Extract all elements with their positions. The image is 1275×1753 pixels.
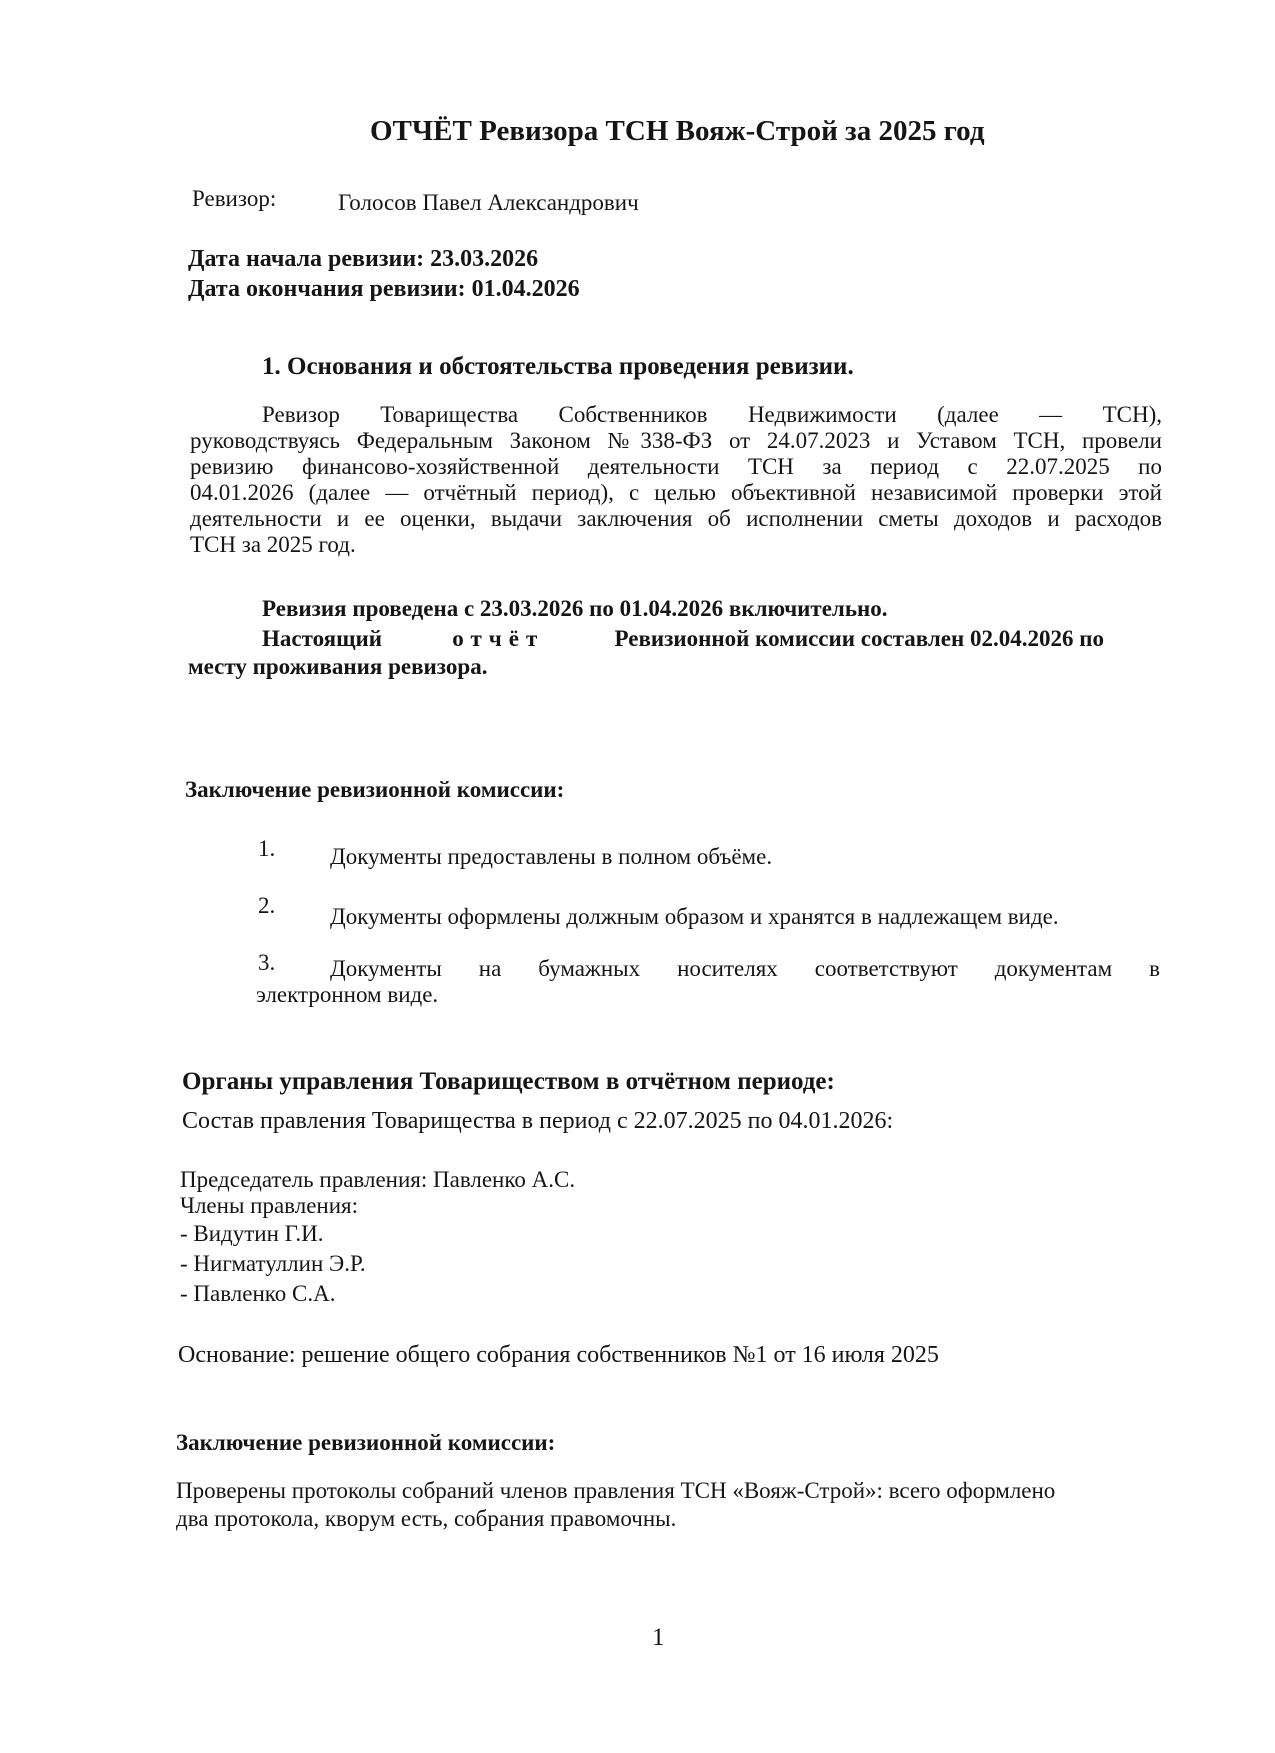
auditor-name: Голосов Павел Александрович bbox=[338, 190, 639, 215]
management-heading: Органы управления Товариществом в отчётном периоде: bbox=[182, 1068, 835, 1095]
board-member: - Видутин Г.И. bbox=[180, 1221, 324, 1246]
conclusion-item-text: Документы оформлены должным образом и хранятся в надлежащем виде. bbox=[330, 904, 1059, 929]
section-1-line: ТСН за 2025 год. bbox=[190, 532, 356, 557]
audit-conducted-period: Ревизия проведена с 23.03.2026 по 01.04.2026 включительно. bbox=[262, 596, 888, 621]
report-compiled-line bbox=[262, 626, 1104, 652]
report-compiled-prefix: Настоящий bbox=[262, 626, 383, 651]
conclusion-item-number: 2. bbox=[258, 893, 276, 918]
section-1-line: руководствуясь Федеральным Законом №338-ФЗ от 24.07.2023 и Уставом ТСН, провели bbox=[190, 428, 1162, 453]
board-chairman: Председатель правления: Павленко А.С. bbox=[180, 1167, 576, 1192]
board-member: - Нигматуллин Э.Р. bbox=[180, 1251, 366, 1276]
conclusion-item-number: 3. bbox=[258, 950, 276, 975]
conclusion-item-number: 1. bbox=[258, 836, 276, 861]
auditor-label: Ревизор: bbox=[192, 186, 277, 211]
section-1-heading: 1. Основания и обстоятельства проведения ревизии. bbox=[262, 353, 854, 380]
report-compiled-place: месту проживания ревизора. bbox=[188, 654, 488, 679]
board-member: - Павленко С.А. bbox=[180, 1281, 336, 1306]
report-compiled-suffix: Ревизионной комиссии составлен 02.04.2026 по bbox=[614, 626, 1104, 651]
conclusion-2-heading: Заключение ревизионной комиссии: bbox=[176, 1430, 556, 1455]
conclusion-item-text: Документы на бумажных носителях соответствуют документам в bbox=[330, 956, 1160, 981]
conclusion-1-heading: Заключение ревизионной комиссии: bbox=[185, 777, 565, 802]
report-word-spaced: отчёт bbox=[452, 626, 545, 651]
section-1-line: ревизию финансово-хозяйственной деятельности ТСН за период с 22.07.2025 по bbox=[190, 454, 1162, 479]
section-1-line: 04.01.2026 (далее — отчётный период), с целью объективной независимой проверки этой bbox=[190, 480, 1162, 505]
conclusion-2-text: Проверены протоколы собраний членов правления ТСН «Вояж-Строй»: всего оформлено bbox=[176, 1478, 1056, 1503]
board-basis: Основание: решение общего собрания собственников №1 от 16 июля 2025 bbox=[178, 1342, 939, 1368]
board-composition: Состав правления Товарищества в период с 22.07.2025 по 04.01.2026: bbox=[182, 1108, 894, 1134]
conclusion-item-text: Документы предоставлены в полном объёме. bbox=[330, 844, 773, 869]
page-number: 1 bbox=[652, 1624, 665, 1651]
audit-end-date: Дата окончания ревизии: 01.04.2026 bbox=[188, 276, 580, 302]
audit-start-date: Дата начала ревизии: 23.03.2026 bbox=[188, 246, 539, 272]
section-1-line: Ревизор Товарищества Собственников Недвижимости (далее — ТСН), bbox=[262, 402, 1162, 427]
section-1-line: деятельности и ее оценки, выдачи заключения об исполнении сметы доходов и расходов bbox=[190, 506, 1162, 531]
board-members-label: Члены правления: bbox=[180, 1193, 358, 1218]
conclusion-2-text: два протокола, кворум есть, собрания правомочны. bbox=[176, 1506, 677, 1531]
conclusion-item-text-continued: электронном виде. bbox=[256, 982, 439, 1007]
document-title: ОТЧЁТ Ревизора ТСН Вояж-Строй за 2025 год bbox=[370, 115, 985, 147]
